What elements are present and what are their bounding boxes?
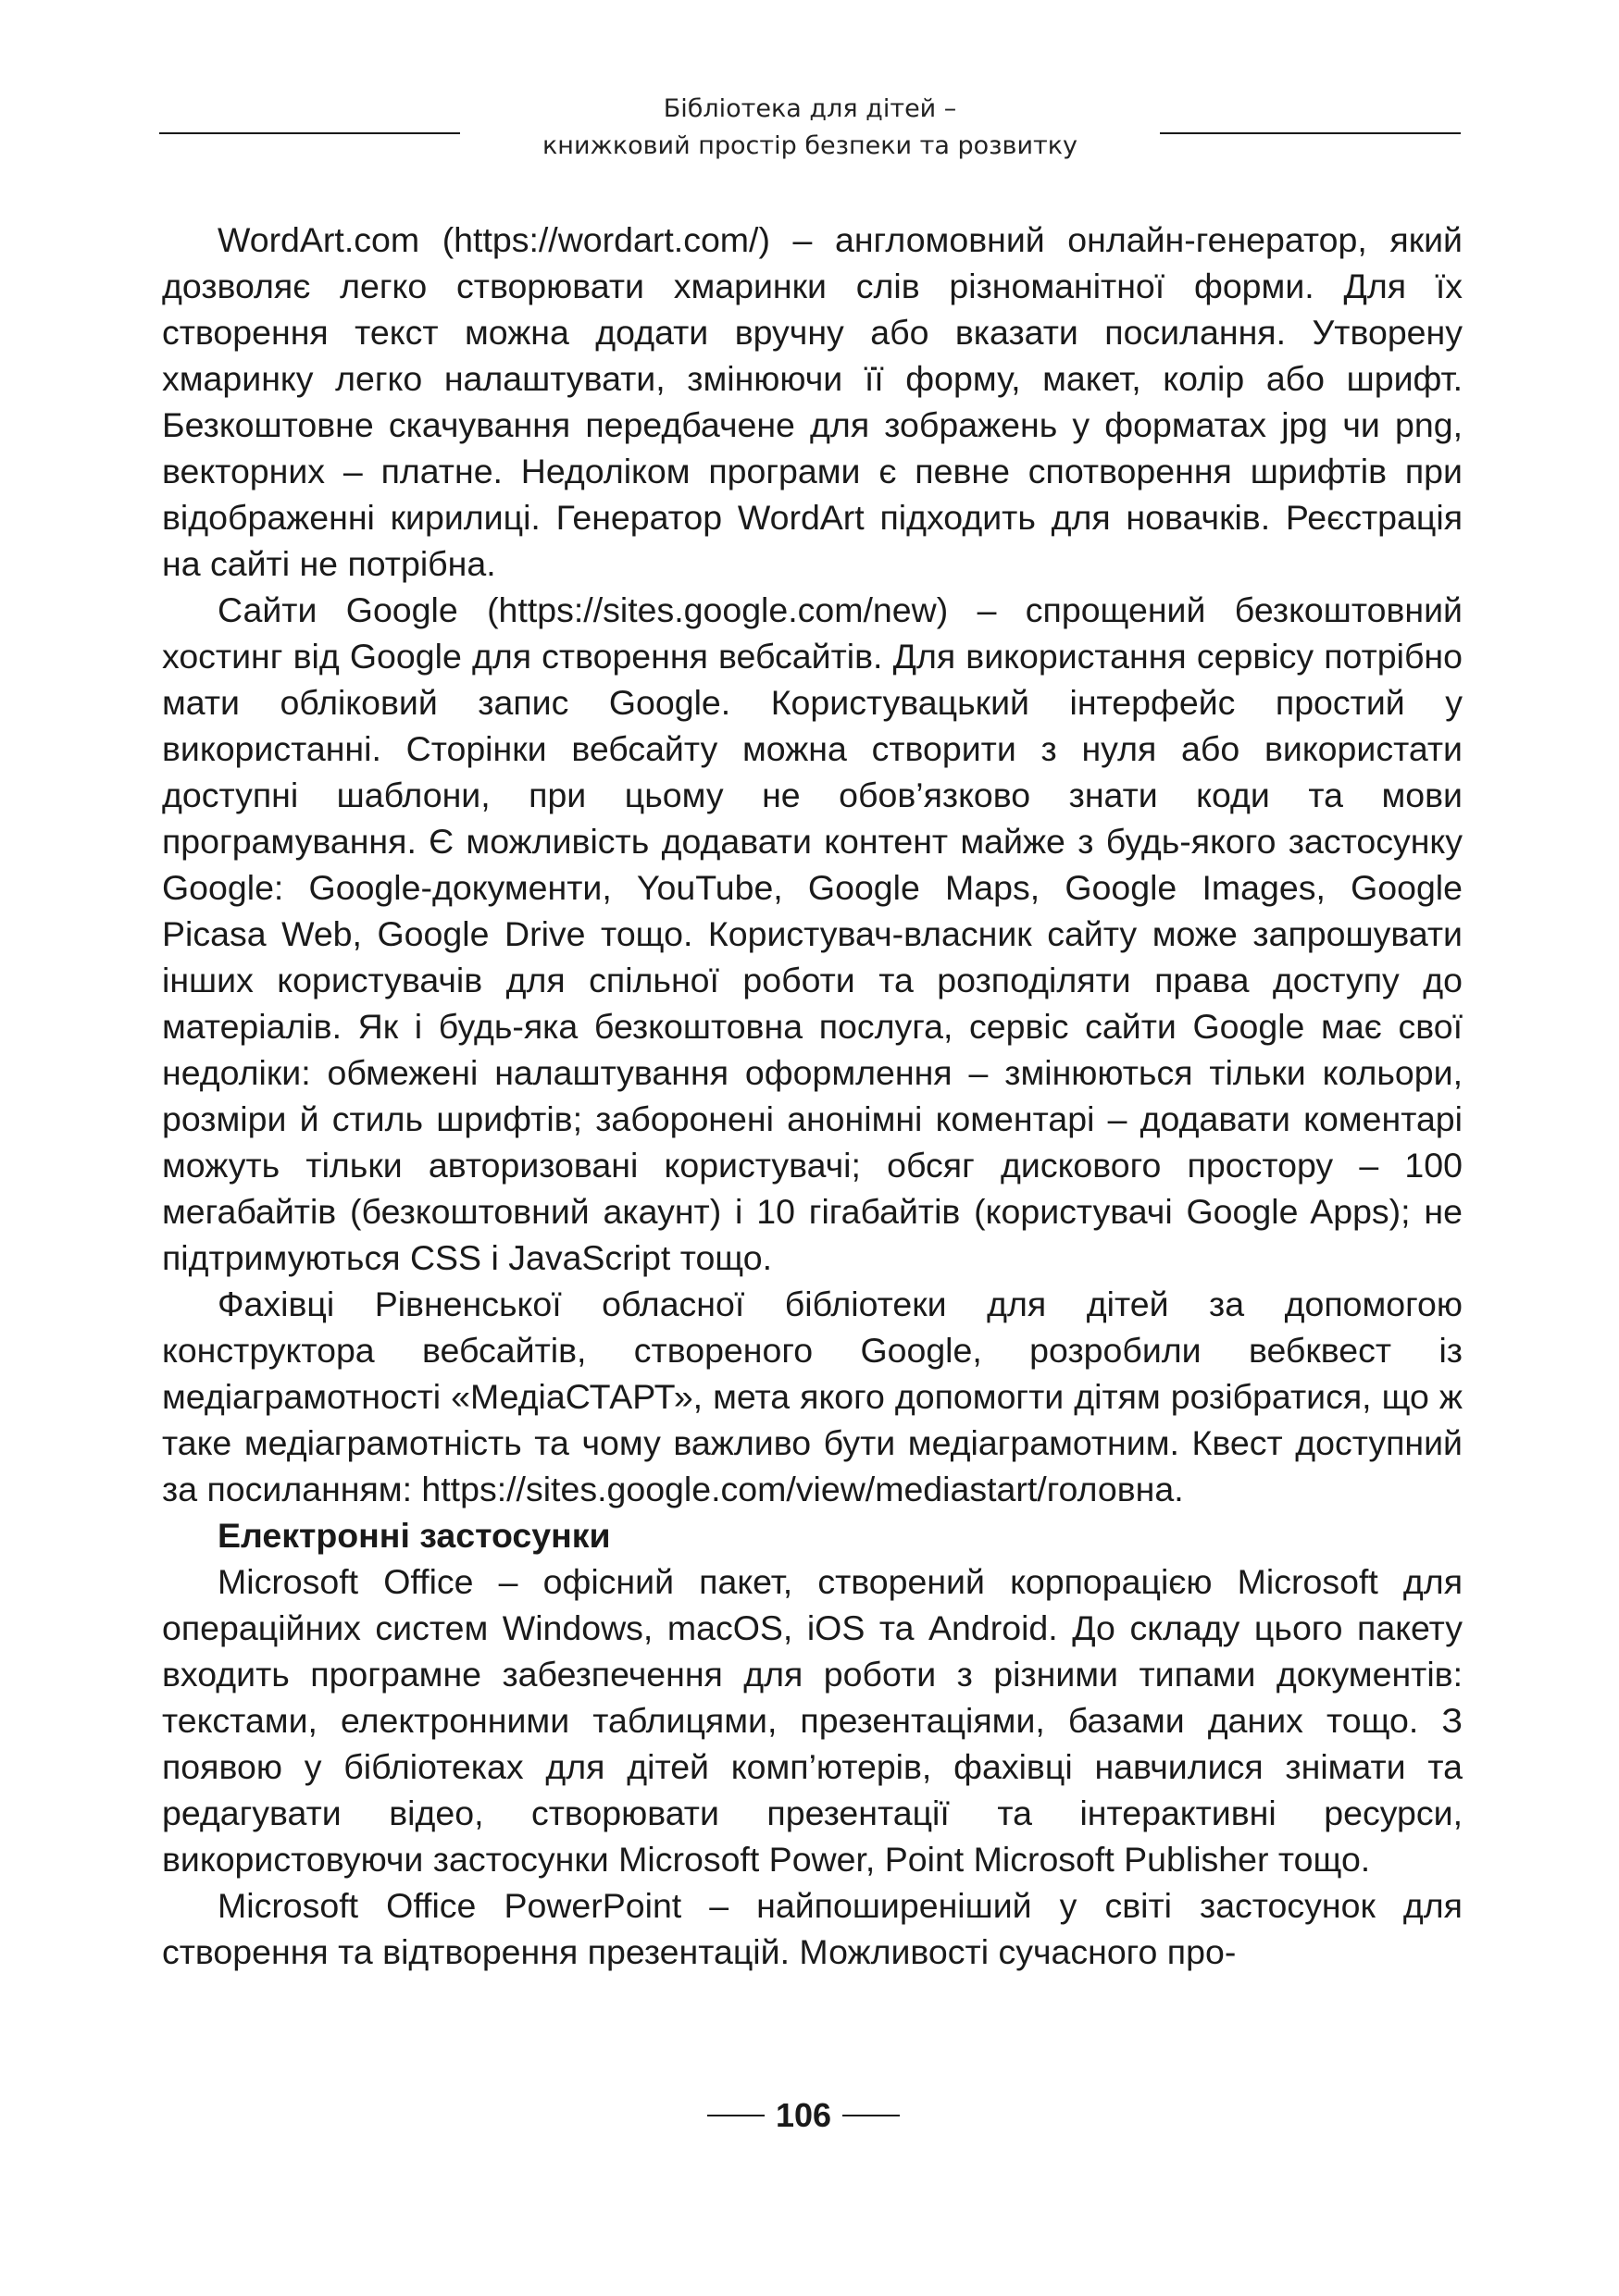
header-rule-right — [1160, 132, 1461, 134]
paragraph-powerpoint: Microsoft Office PowerPoint – найпоширеніший у світі застосунок для створення та відтворення презентацій. Можливості сучасного про- — [162, 1886, 1463, 1971]
section-heading: Електронні застосунки — [218, 1516, 611, 1555]
running-header-text — [463, 91, 1157, 165]
page-number: 106 — [775, 2096, 832, 2134]
footer-rule-left — [707, 2115, 765, 2116]
header-rule-left — [159, 132, 460, 134]
running-header — [0, 91, 1619, 174]
page-footer — [0, 2093, 1619, 2140]
paragraph-google-sites: Сайти Google (https://sites.google.com/new) – спрощений безкоштовний хостинг від Google для створення вебсайтів. Для використання сервісу потрібно мати обліковий запис Google. Користувацький інтерфейс простий у використанні. Сторінки вебсайту можна створити з нуля або використати доступні шаблони, при цьому не обов’язково знати коди та мови програмування. Є можливість додавати контент майже з будь-якого застосунку Google: Google-документи, YouTube, Google Maps, Google Images, Google Picasa Web, Google Drive тощо. Користувач-власник сайту може запрошувати інших користувачів для спільної роботи та розподіляти права доступу до матеріалів. Як і будь-яка безкоштовна послуга, сервіс сайти Google має свої недоліки: обмежені налаштування оформлення – змінюються тільки кольори, розміри й стиль шрифтів; заборонені анонімні коментарі – додавати коментарі можуть тільки авторизовані користувачі; обсяг дискового простору – 100 мегабайтів (безкоштовний акаунт) і 10 гігабайтів (користувачі Google Apps); не підтримуються CSS і JavaScript тощо. — [162, 590, 1463, 1277]
running-header-line-1: Бібліотека для дітей – — [663, 94, 957, 123]
footer-rule-right — [842, 2115, 900, 2116]
paragraph-mediastart: Фахівці Рівненської обласної бібліотеки для дітей за допомогою конструктора вебсайтів, створеного Google, розробили вебквест із медіаграмотності «МедіаСТАРТ», мета якого допомогти дітям розібратися, що ж таке медіаграмотність та чому важливо бути медіаграмотним. Квест доступний за посиланням: https://sites.google.com/view/mediastart/головна. — [162, 1285, 1463, 1508]
paragraph-wordart: WordArt.com (https://wordart.com/) – англомовний онлайн-генератор, який дозволяє легко створювати хмаринки слів різноманітної форми. Для їх створення текст можна додати вручну або вказати посилання. Утворену хмаринку легко налаштувати, змінюючи її форму, макет, колір або шрифт. Безкоштовне скачування передбачене для зображень у форматах jpg чи png, векторних – платне. Недоліком програми є певне спотворення шрифтів при відображенні кирилиці. Генератор WordArt підходить для новачків. Реєстрація на сайті не потрібна. — [162, 220, 1463, 583]
page-body — [162, 217, 1463, 1975]
paragraph-microsoft-office: Microsoft Office – офісний пакет, створений корпорацією Microsoft для операційних систем Windows, macOS, iOS та Android. До складу цього пакету входить програмне забезпечення для роботи з різними типами документів: текстами, електронними таблицями, презентаціями, базами даних тощо. З появою у бібліотеках для дітей комп’ютерів, фахівці навчилися знімати та редагувати відео, створювати презентації та інтерактивні ресурси, використовуючи застосунки Microsoft Power, Point Microsoft Publisher тощо. — [162, 1562, 1463, 1879]
running-header-line-2: книжковий простір безпеки та розвитку — [542, 131, 1078, 160]
